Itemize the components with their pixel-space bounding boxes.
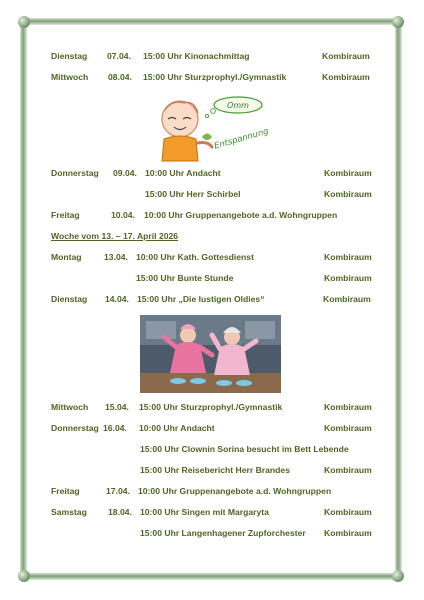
schedule-row — [51, 528, 381, 542]
schedule-row — [51, 189, 381, 203]
event-label: 15:00 Uhr Sturzprophyl./Gymnastik — [143, 72, 287, 82]
room-label: Kombiraum — [324, 507, 372, 517]
bubble-text: Omm — [227, 101, 249, 110]
schedule-row — [51, 486, 381, 500]
day-label: Montag — [51, 252, 82, 262]
date-label: 15.04. — [105, 402, 129, 412]
schedule-row — [51, 465, 381, 479]
day-label: Dienstag — [51, 51, 88, 61]
schedule-row — [51, 210, 381, 224]
day-label: Samstag — [51, 507, 87, 517]
leaf-icon — [202, 134, 212, 141]
room-label: Kombiraum — [324, 189, 372, 199]
day-label: Donnerstag — [51, 168, 99, 178]
room-label: Kombiraum — [324, 528, 372, 538]
event-label: 10:00 Uhr Andacht — [139, 423, 215, 433]
room-label: Kombiraum — [324, 465, 372, 475]
day-label: Freitag — [51, 486, 80, 496]
date-label: 10.04. — [111, 210, 135, 220]
event-label: 15:00 Uhr Bunte Stunde — [136, 273, 234, 283]
day-label: Donnerstag — [51, 423, 99, 433]
schedule-row — [51, 273, 381, 287]
date-label: 16.04. — [103, 423, 127, 433]
date-label: 08.04. — [108, 72, 132, 82]
schedule-row — [51, 402, 381, 416]
event-label: 15:00 Uhr Clownin Sorina besucht im Bett Lebende — [140, 444, 349, 454]
event-label: 15:00 Uhr Langenhagener Zupforchester — [140, 528, 306, 538]
date-label: 14.04. — [105, 294, 129, 304]
date-label: 17.04. — [106, 486, 130, 496]
date-label: 13.04. — [104, 252, 128, 262]
relaxation-illustration — [150, 95, 270, 163]
room-label: Kombiraum — [324, 423, 372, 433]
event-label: 15:00 Uhr „Die lustigen Oldies“ — [137, 294, 265, 304]
schedule-row — [51, 507, 381, 521]
day-label: Mittwoch — [51, 402, 89, 412]
event-label: 15:00 Uhr Sturzprophyl./Gymnastik — [139, 402, 283, 412]
room-label: Kombiraum — [322, 72, 370, 82]
event-label: 15:00 Uhr Reisebericht Herr Brandes — [140, 465, 290, 475]
event-label: 15:00 Uhr Kinonachmittag — [143, 51, 250, 61]
event-label: 10:00 Uhr Kath. Gottesdienst — [136, 252, 254, 262]
date-label: 18.04. — [108, 507, 132, 517]
schedule-row — [51, 423, 381, 437]
event-label: 10:00 Uhr Singen mit Margaryta — [140, 507, 269, 517]
illustration-caption: Entspannung — [213, 126, 270, 152]
day-label: Dienstag — [51, 294, 88, 304]
date-label: 09.04. — [113, 168, 137, 178]
room-label: Kombiraum — [324, 252, 372, 262]
date-label: 07.04. — [107, 51, 131, 61]
event-label: 15:00 Uhr Herr Schirbel — [145, 189, 241, 199]
schedule-row — [51, 444, 381, 458]
day-label: Freitag — [51, 210, 80, 220]
room-label: Kombiraum — [322, 51, 370, 61]
schedule-row — [51, 168, 381, 182]
schedule-row — [51, 72, 381, 86]
schedule-row — [51, 252, 381, 266]
week-heading: Woche vom 13. – 17. April 2026 — [51, 231, 179, 241]
room-label: Kombiraum — [324, 273, 372, 283]
schedule-row — [51, 294, 381, 308]
event-label: 10:00 Uhr Andacht — [145, 168, 221, 178]
room-label: Kombiraum — [324, 168, 372, 178]
schedule-row — [51, 51, 381, 65]
day-label: Mittwoch — [51, 72, 89, 82]
room-label: Kombiraum — [324, 402, 372, 412]
room-label: Kombiraum — [323, 294, 371, 304]
dancing-seniors-picture — [140, 315, 281, 393]
cartoon-person-icon — [162, 101, 212, 161]
event-label: 10:00 Uhr Gruppenangebote a.d. Wohngruppen — [144, 210, 338, 220]
event-label: 10:00 Uhr Gruppenangebote a.d. Wohngruppen — [138, 486, 332, 496]
